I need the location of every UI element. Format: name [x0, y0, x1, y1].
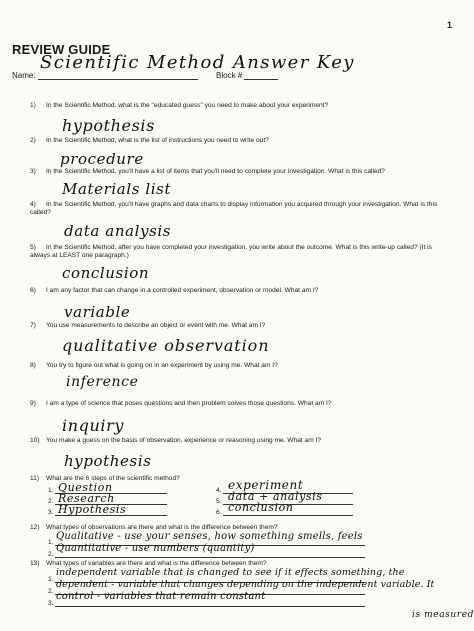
answer-10: hypothesis — [64, 452, 152, 470]
observation-1-answer: Qualitative - use your senses, how something smells, feels — [56, 531, 363, 542]
question-7: 7) You use measurements to describe an object or event with me. What am I? — [30, 322, 266, 329]
variable-3: 3. — [48, 599, 365, 607]
variable-2-answer: dependent - variable that changes depending on the independent variable. It — [56, 579, 435, 590]
question-5: 5) In the Scientific Method, after you have completed your investigation, you write about the outcome. What is this write-up called? (It is always at LEAST one paragraph.) — [30, 244, 432, 260]
step-2: 2. — [48, 497, 167, 505]
question-11: 11) What are the 6 steps of the scientific method? — [30, 475, 180, 482]
question-12: 12) What types of observations are there and what is the difference between them? — [30, 524, 278, 531]
step-5: 5. — [216, 497, 353, 505]
variable-1: 1. — [48, 575, 365, 583]
step-4: 4. — [216, 486, 353, 494]
question-4: 4) In the Scientific Method, you'll have graphs and data charts to display information you acquired through your investigation. What is this called? — [30, 201, 438, 217]
block-label: Block # — [216, 71, 243, 80]
question-2: 2) In the Scientific Method, what is the list of instructions you need to write out? — [30, 137, 269, 144]
variable-2: 2. — [48, 587, 365, 595]
step-6-answer: conclusion — [228, 501, 294, 514]
step-1: 1. — [48, 486, 167, 494]
answer-4: data analysis — [64, 222, 172, 240]
question-1: 1) In the Scientific Method, what is the "educated guess" you need to make about your experiment? — [30, 102, 329, 109]
variable-3-answer: control - variables that remain constant — [56, 591, 266, 602]
question-6: 6) I am any factor that can change in a controlled experiment, observation or model. What am I? — [30, 287, 319, 294]
answer-9: inquiry — [62, 416, 124, 435]
observation-2: 2. — [48, 550, 365, 558]
step-5-answer: data + analysis — [228, 490, 323, 503]
page-number: 1 — [446, 20, 452, 30]
step-3-answer: Hypothesis — [58, 503, 127, 516]
question-8: 8) You try to figure out what is going on in an experiment by using me. What am I? — [30, 362, 278, 369]
answer-2: procedure — [60, 150, 144, 168]
name-label: Name: — [12, 71, 36, 80]
handwritten-name: Scientific Method Answer Key — [40, 52, 355, 73]
observation-2-answer: Quantitative - use numbers (quantity) — [56, 543, 255, 554]
variable-1-answer: independent variable that is changed to see if it effects something, the — [56, 567, 405, 578]
question-10: 10) You make a guess on the basis of observation, experience or reasoning using me. What am I? — [30, 437, 322, 444]
answer-8: inference — [66, 374, 139, 390]
step-1-answer: Question — [58, 481, 113, 494]
observation-1: 1. — [48, 538, 365, 546]
answer-1: hypothesis — [62, 116, 155, 135]
step-3: 3. — [48, 508, 167, 516]
answer-3: Materials list — [62, 180, 172, 198]
question-9: 9) I am a type of science that poses questions and then problem solves those questions. What am I? — [30, 400, 332, 407]
step-4-answer: experiment — [228, 478, 304, 492]
answer-6: variable — [64, 303, 131, 321]
question-3: 3) In the Scientific Method, you'll have a list of items that you'll need to complete your investigation. What is this called? — [30, 168, 385, 175]
step-6: 6. — [216, 508, 353, 516]
margin-note: is measured — [412, 610, 474, 620]
step-2-answer: Research — [58, 492, 115, 505]
answer-7: qualitative observation — [62, 336, 270, 355]
question-13: 13) What types of variables are there and what is the difference between them? — [30, 560, 267, 567]
answer-5: conclusion — [62, 264, 150, 282]
page-title: REVIEW GUIDE — [12, 42, 111, 57]
